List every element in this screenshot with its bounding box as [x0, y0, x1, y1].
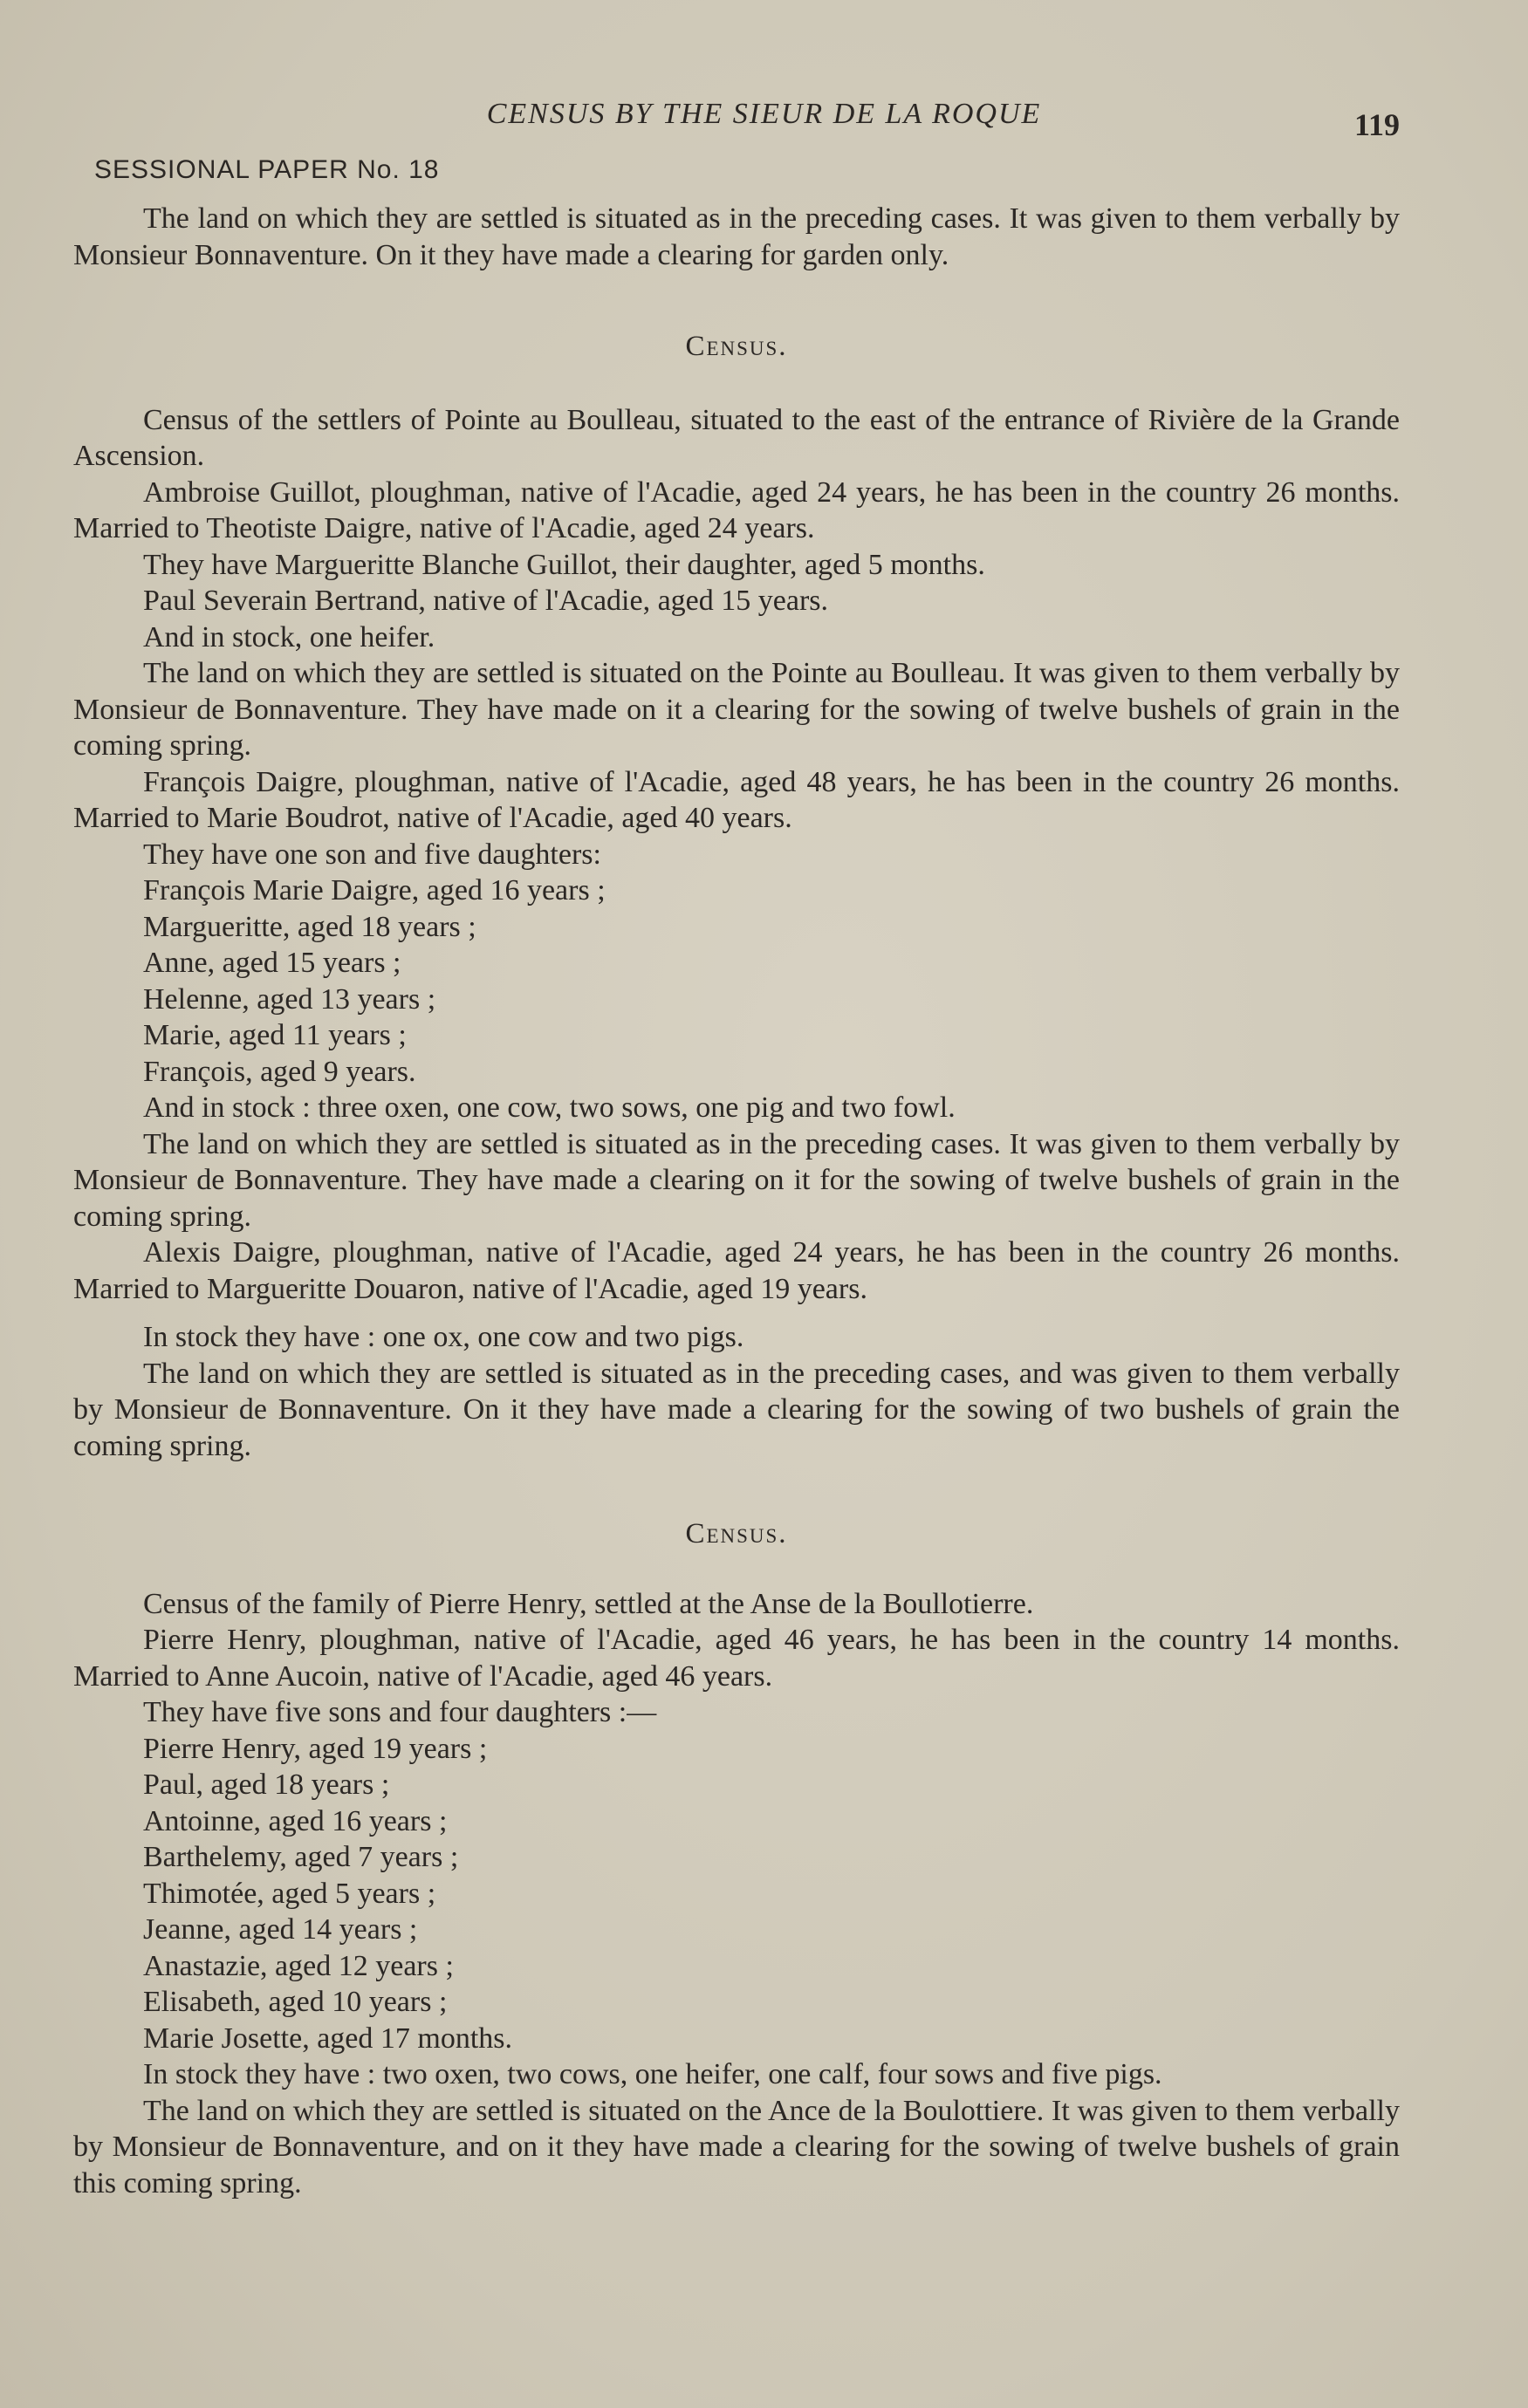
section-heading: Census. — [685, 1518, 788, 1549]
list-item: Thimotée, aged 5 years ; — [143, 1877, 436, 1910]
list-item: Elisabeth, aged 10 years ; — [143, 1986, 448, 2018]
list-item: Antoinne, aged 16 years ; — [143, 1804, 448, 1837]
running-title: CENSUS BY THE SIEUR DE LA ROQUE — [486, 98, 1042, 130]
paragraph: François Daigre, ploughman, native of l'Acadie, aged 48 years, he has been in the country 26 months. Married to Marie Boudrot, native of l'Acadie, aged 40 years. — [73, 765, 1400, 834]
list-item: Marie Josette, aged 17 months. — [143, 2021, 513, 2055]
list-item: Barthelemy, aged 7 years ; — [143, 1841, 459, 1873]
list-item: François, aged 9 years. — [143, 1055, 416, 1088]
list-item: Anastazie, aged 12 years ; — [143, 1949, 454, 1982]
paragraph: Census of the family of Pierre Henry, settled at the Anse de la Boullotierre. — [143, 1587, 1034, 1620]
paragraph: In stock they have : one ox, one cow and two pigs. — [143, 1321, 744, 1353]
list-item: Anne, aged 15 years ; — [143, 947, 401, 979]
list-item: Marie, aged 11 years ; — [143, 1019, 407, 1051]
list-item: François Marie Daigre, aged 16 years ; — [143, 874, 606, 906]
paragraph: The land on which they are settled is situated on the Pointe au Boulleau. It was given to them verbally by Monsieur de Bonnaventure. They have made on it a clearing for the sowing of twelve bushels of grain in the coming spring. — [73, 657, 1400, 762]
intro-paragraph: The land on which they are settled is situated as in the preceding cases. It was given to them verbally by Monsieur Bonnaventure. On it they have made a clearing for garden only. — [73, 202, 1400, 271]
paragraph: Pierre Henry, ploughman, native of l'Acadie, aged 46 years, he has been in the country 14 months. Married to Anne Aucoin, native of l'Acadie, aged 46 years. — [73, 1624, 1400, 1693]
list-item: Jeanne, aged 14 years ; — [143, 1913, 418, 1946]
paragraph: They have five sons and four daughters :— — [143, 1696, 657, 1728]
paragraph: And in stock : three oxen, one cow, two sows, one pig and two fowl. — [143, 1091, 956, 1124]
paragraph: And in stock, one heifer. — [143, 620, 435, 653]
paragraph: Ambroise Guillot, ploughman, native of l'Acadie, aged 24 years, he has been in the country 26 months. Married to Theotiste Daigre, native of l'Acadie, aged 24 years. — [73, 475, 1400, 544]
body-text — [73, 201, 1400, 2201]
paragraph: In stock they have : two oxen, two cows, one heifer, one calf, four sows and five pigs. — [143, 2058, 1162, 2090]
paragraph: The land on which they are settled is situated on the Ance de la Boulottiere. It was given to them verbally by Monsieur de Bonnaventure, and on it they have made a clearing for the sowing of twelve bushels of grain this coming spring. — [73, 2094, 1400, 2199]
paragraph: Census of the settlers of Pointe au Boulleau, situated to the east of the entrance of Rivière de la Grande Ascension. — [73, 403, 1400, 472]
paragraph: The land on which they are settled is situated as in the preceding cases. It was given to them verbally by Monsieur de Bonnaventure. They have made a clearing on it for the sowing of twelve bushels of grain in the coming spring. — [73, 1127, 1400, 1233]
paragraph: They have one son and five daughters: — [143, 838, 601, 871]
list-item: Pierre Henry, aged 19 years ; — [143, 1732, 488, 1765]
list-item: Margueritte, aged 18 years ; — [143, 910, 476, 943]
page-number: 119 — [1354, 107, 1401, 142]
paragraph: Paul Severain Bertrand, native of l'Acadie, aged 15 years. — [143, 585, 829, 617]
list-item: Paul, aged 18 years ; — [143, 1768, 390, 1801]
paragraph: They have Margueritte Blanche Guillot, their daughter, aged 5 months. — [143, 548, 985, 581]
section-heading: Census. — [685, 331, 788, 362]
paragraph: Alexis Daigre, ploughman, native of l'Acadie, aged 24 years, he has been in the country 26 months. Married to Margueritte Douaron, native of l'Acadie, aged 19 years. — [73, 1236, 1400, 1305]
list-item: Helenne, aged 13 years ; — [143, 982, 436, 1016]
paragraph: The land on which they are settled is situated as in the preceding cases, and was given to them verbally by Monsieur de Bonnaventure. On it they have made a clearing for the sowing of two bushels of grain the coming spring. — [73, 1357, 1400, 1462]
sessional-paper-label: SESSIONAL PAPER No. 18 — [94, 155, 440, 184]
